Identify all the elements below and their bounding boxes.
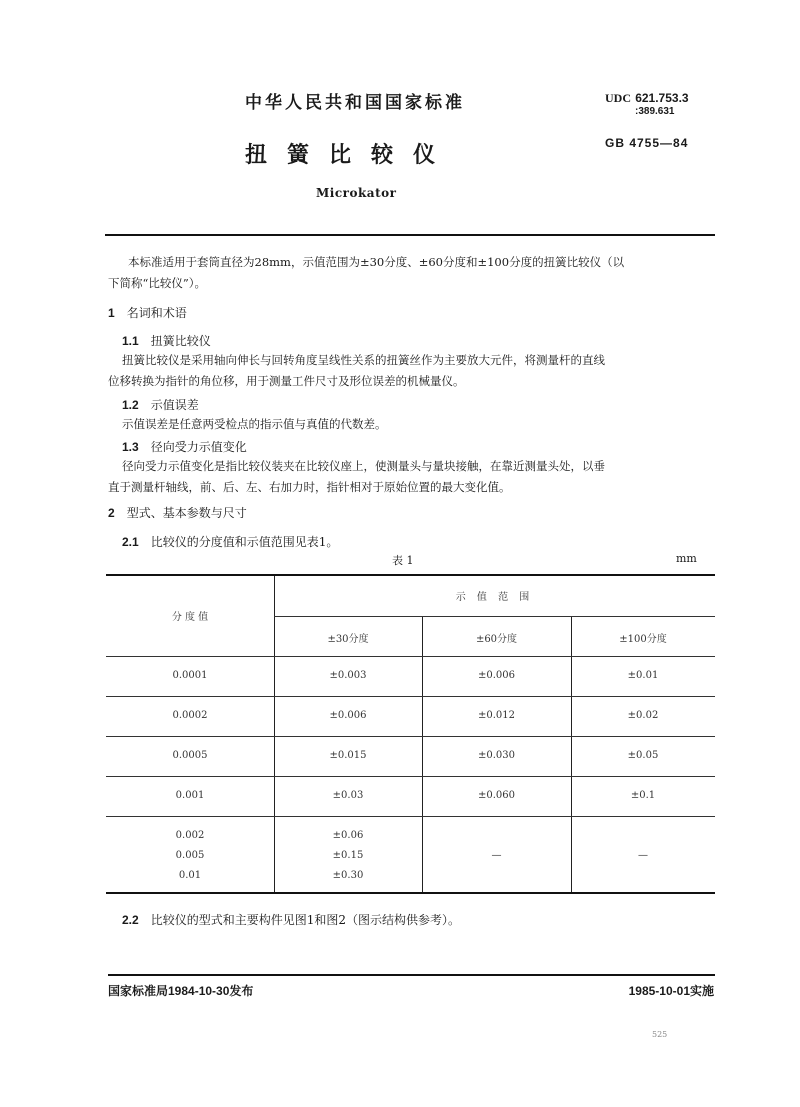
udc-code-block <box>605 92 689 118</box>
subsection-1-2-heading <box>122 396 199 413</box>
table-cell-r60: ±0.006 <box>477 670 515 681</box>
subsection-number: 2.2 <box>122 913 139 927</box>
table-vline <box>274 576 275 892</box>
table-cell-r60-dash: — <box>491 850 502 861</box>
subsection-number: 2.1 <box>122 535 139 549</box>
header-divider <box>105 234 715 236</box>
header-indication-range: 示 值 范 围 <box>455 592 534 603</box>
intro-paragraph <box>108 252 718 294</box>
document-subtitle: Microkator <box>316 186 397 200</box>
table-cell-division: 0.005 <box>175 850 205 861</box>
gb-standard-code: GB 4755—84 <box>605 136 689 150</box>
intro-line-2: 下简称“比较仪”）。 <box>108 276 207 290</box>
udc-subcode: :389.631 <box>635 106 675 117</box>
subsection-title: 扭簧比较仪 <box>150 334 211 348</box>
table-cell-r100: ±0.1 <box>630 790 656 801</box>
subsection-number: 1.1 <box>122 334 139 348</box>
table-caption: 表 1 <box>392 554 414 567</box>
page-number: 525 <box>652 1030 668 1039</box>
section-1-heading <box>108 304 187 321</box>
table-cell-r30: ±0.015 <box>329 750 367 761</box>
body-line: 位移转换为指针的角位移，用于测量工件尺寸及形位误差的机械量仪。 <box>108 374 465 388</box>
table-hline <box>274 616 715 617</box>
table-cell-division: 0.001 <box>175 790 205 801</box>
body-line: 直于测量杆轴线，前、后、左、右加力时，指针相对于原始位置的最大变化值。 <box>108 480 511 494</box>
table-hline <box>106 776 715 777</box>
table-1 <box>106 574 715 894</box>
subsection-2-2-heading <box>122 911 460 928</box>
udc-label: UDC <box>605 91 631 105</box>
table-cell-division: 0.002 <box>175 830 205 841</box>
body-line: 扭簧比较仪是采用轴向伸长与回转角度呈线性关系的扭簧丝作为主要放大元件，将测量杆的直线 <box>122 353 605 367</box>
subsection-number: 1.2 <box>122 398 139 412</box>
subsection-title: 径向受力示值变化 <box>150 440 247 454</box>
table-cell-r100: ±0.02 <box>627 710 659 721</box>
subsection-1-1-heading <box>122 332 211 349</box>
header-range-100: ±100分度 <box>619 634 667 645</box>
table-hline <box>106 656 715 657</box>
body-line: 径向受力示值变化是指比较仪装夹在比较仪座上，使测量头与量块接触，在靠近测量头处，以垂 <box>122 459 605 473</box>
subsection-1-2-body <box>108 414 720 435</box>
table-cell-division: 0.0005 <box>172 750 208 761</box>
table-cell-r30: ±0.03 <box>332 790 364 801</box>
table-cell-division: 0.0001 <box>172 670 208 681</box>
table-cell-r30: ±0.006 <box>329 710 367 721</box>
section-number: 2 <box>108 506 115 520</box>
table-hline <box>106 736 715 737</box>
intro-line-1: 本标准适用于套筒直径为28mm，示值范围为±30分度、±60分度和±100分度的扭簧比较仪（以 <box>128 255 625 269</box>
table-cell-r60: ±0.030 <box>477 750 515 761</box>
table-cell-r60: ±0.012 <box>477 710 515 721</box>
body-line: 示值误差是任意两受检点的指示值与真值的代数差。 <box>122 417 387 431</box>
subsection-title: 比较仪的型式和主要构件见图1和图2（图示结构供参考）。 <box>150 913 460 927</box>
effective-date: 1985-10-01实施 <box>628 984 714 998</box>
section-2-heading <box>108 504 247 521</box>
header-division-value: 分 度 值 <box>171 612 209 623</box>
subsection-title: 示值误差 <box>150 398 199 412</box>
subsection-number: 1.3 <box>122 440 139 454</box>
subsection-1-3-body <box>108 456 720 498</box>
table-cell-r60: ±0.060 <box>477 790 515 801</box>
section-title: 型式、基本参数与尺寸 <box>126 506 247 520</box>
table-cell-r100: ±0.01 <box>627 670 659 681</box>
subsection-1-3-heading <box>122 438 247 455</box>
section-number: 1 <box>108 306 115 320</box>
table-cell-r30: ±0.003 <box>329 670 367 681</box>
subsection-1-1-body <box>108 350 720 392</box>
header-range-60: ±60分度 <box>475 634 518 645</box>
udc-code: 621.753.3 <box>635 91 689 105</box>
table-cell-r100-dash: — <box>638 850 648 861</box>
subsection-2-1-heading <box>122 533 338 550</box>
table-cell-r30: ±0.30 <box>332 870 364 881</box>
header-range-30: ±30分度 <box>327 634 369 645</box>
document-title: 扭簧比较仪 <box>245 143 456 168</box>
table-cell-division: 0.0002 <box>172 710 208 721</box>
table-cell-r30: ±0.06 <box>332 830 364 841</box>
footer-divider <box>108 974 715 976</box>
table-hline <box>106 816 715 817</box>
section-title: 名词和术语 <box>126 306 187 320</box>
table-cell-r100: ±0.05 <box>627 750 659 761</box>
table-cell-r30: ±0.15 <box>332 850 364 861</box>
issued-date: 国家标准局1984-10-30发布 <box>108 984 254 998</box>
table-cell-division: 0.01 <box>178 870 202 881</box>
national-standard-heading: 中华人民共和国国家标准 <box>245 93 465 113</box>
subsection-title: 比较仪的分度值和示值范围见表1。 <box>150 535 339 549</box>
table-hline <box>106 696 715 697</box>
table-unit: mm <box>676 552 697 565</box>
